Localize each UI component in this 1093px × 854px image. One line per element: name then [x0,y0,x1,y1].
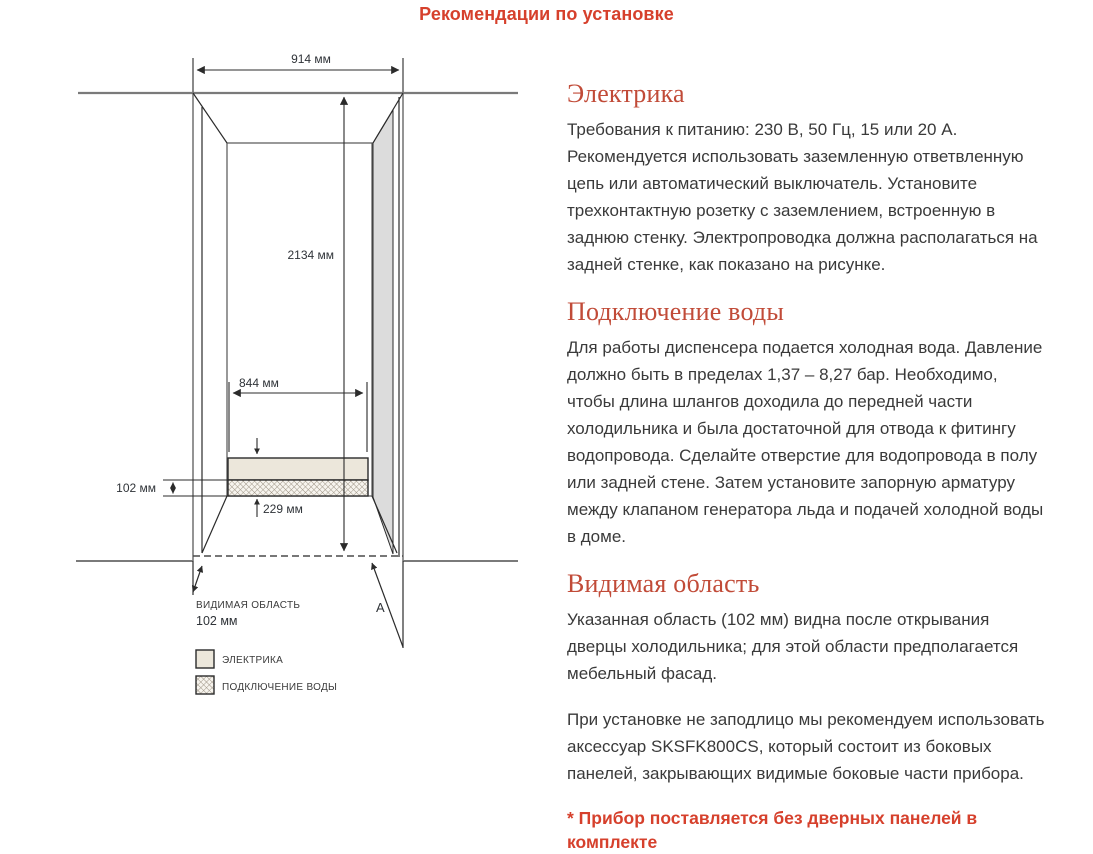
water-zone-box [228,480,368,496]
dim-bottom-offset-label: 229 мм [263,502,303,516]
diagram-legend [196,650,337,694]
electrical-zone-box [228,458,368,480]
corner-diagonal-bottom-left [202,496,227,553]
dimension-inner-width [229,376,367,454]
section-water [567,297,1049,550]
dimension-bottom-offset [257,499,303,517]
legend-swatch-electrical [196,650,214,668]
section-water-heading: Подключение воды [567,297,785,326]
section-electrical [567,79,1049,278]
legend-label-electrical: ЭЛЕКТРИКА [222,655,284,666]
legend-label-water: ПОДКЛЮЧЕНИЕ ВОДЫ [222,682,338,693]
door-dimension-label: A [376,600,385,615]
dimension-water-zone [116,480,228,496]
niche-diagram-svg [0,0,560,788]
visible-area-value: 102 мм [196,614,238,628]
dimension-opening-width [193,52,403,92]
section-water-body: Для работы диспенсера подается холодная вода. Давление должно быть в пределах 1,37 – 8,27 бар. Необходимо, чтобы длина шлангов доходила до передней части холодильника и была достаточной для отвода к фитингу водопровода. Сделайте отверстие для водопровода в полу или задней стене. Затем установите запорную арматуру между клапаном генератора льда и подачей холодной воды в доме. [567,338,1044,546]
section-visible-area [567,569,1049,787]
utility-zones [228,458,368,496]
visible-area-arrow [193,566,202,592]
visible-area-label: ВИДИМАЯ ОБЛАСТЬ [196,600,301,611]
side-panel-shaded [373,110,393,554]
door-dimension-annotation [372,561,403,648]
section-visible-area-body2: При установке не заподлицо мы рекомендуем использовать аксессуар SKSFK800CS, который состоит из боковых панелей, закрывающих видимые боковые части прибора. [567,710,1045,783]
text-column [567,79,1049,854]
dim-opening-height-label: 2134 мм [287,248,334,262]
installation-diagram [0,0,560,788]
dim-inner-width-label: 844 мм [239,376,279,390]
page-title: Рекомендации по установке [419,4,674,24]
back-wall [227,143,372,496]
door-panels-footnote: * Прибор поставляется без дверных панелей в комплекте [567,808,978,852]
legend-swatch-water [196,676,214,694]
section-electrical-heading: Электрика [567,79,685,108]
dim-water-zone-label: 102 мм [116,481,156,495]
section-visible-area-body: Указанная область (102 мм) видна после открывания дверцы холодильника; для этой области предполагается мебельный фасад. [567,610,1019,683]
visible-area-annotation [193,561,300,628]
section-visible-area-heading: Видимая область [567,569,760,598]
corner-diagonal-top-left [193,93,227,143]
section-electrical-body: Требования к питанию: 230 В, 50 Гц, 15 или 20 А. Рекомендуется использовать заземленную ответвленную цепь или автоматический выключатель. Установите трехконтактную розетку с заземлением, встроенную в заднюю стенку. Электропроводка должна располагаться на задней стенке, как показано на рисунке. [567,120,1038,274]
dim-opening-width-label: 914 мм [291,52,331,66]
